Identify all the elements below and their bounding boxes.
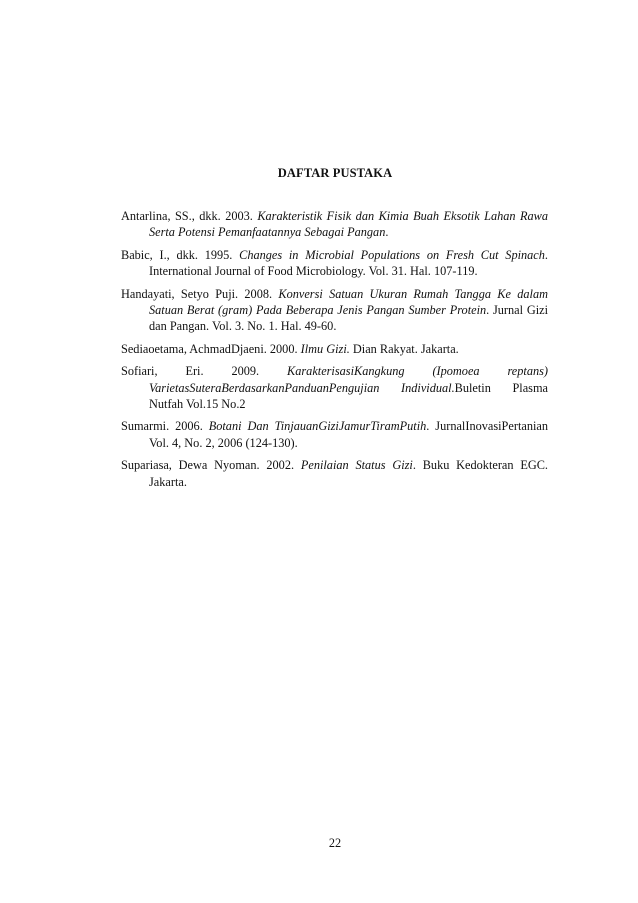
reference-title: Changes in Microbial Populations on Fresh Cut Spinach xyxy=(239,247,545,262)
reference-source: . Jurnal Gizi dan Pangan. Vol. 3. No. 1. Hal. 49-60. xyxy=(149,303,548,334)
page-number: 22 xyxy=(328,836,342,850)
page-title: DAFTAR PUSTAKA xyxy=(277,166,393,180)
reference-author-year: Sofiari, Eri. 2009. xyxy=(121,364,288,379)
reference-item xyxy=(121,341,548,357)
reference-source: . xyxy=(385,225,389,240)
reference-source: . Buku Kedokteran EGC. Jakarta. xyxy=(149,458,548,489)
reference-title: KarakterisasiKangkung (Ipomoea reptans) VarietasSuteraBerdasarkanPanduanPengujian Individual. xyxy=(149,364,548,395)
reference-title: Penilaian Status Gizi xyxy=(300,458,413,473)
reference-source: Buletin Plasma Nutfah Vol.15 No.2 xyxy=(149,380,548,412)
reference-author-year: Supariasa, Dewa Nyoman. 2002. xyxy=(121,458,301,473)
reference-title: Konversi Satuan Ukuran Rumah Tangga Ke dalam Satuan Berat (gram) Pada Beberapa Jenis Pangan Sumber Protein xyxy=(149,286,548,318)
reference-title: Ilmu Gizi. xyxy=(300,341,350,356)
reference-list xyxy=(121,208,548,496)
reference-source: . JurnalInovasiPertanian Vol. 4, No. 2, 2006 (124-130). xyxy=(149,419,548,450)
reference-item xyxy=(121,286,548,335)
reference-item xyxy=(121,247,548,280)
reference-source: . International Journal of Food Microbiology. Vol. 31. Hal. 107-119. xyxy=(149,247,548,279)
reference-item xyxy=(121,418,548,451)
reference-item xyxy=(121,208,548,241)
reference-item xyxy=(121,457,548,490)
reference-title: Karakteristik Fisik dan Kimia Buah Eksotik Lahan Rawa Serta Potensi Pemanfaatannya Sebagai Pangan xyxy=(149,209,549,240)
reference-source: Dian Rakyat. Jakarta. xyxy=(349,341,459,356)
reference-item xyxy=(121,363,548,412)
reference-author-year: Sediaoetama, AchmadDjaeni. 2000. xyxy=(121,341,301,356)
reference-author-year: Handayati, Setyo Puji. 2008. xyxy=(121,286,279,301)
reference-author-year: Antarlina, SS., dkk. 2003. xyxy=(121,209,258,223)
reference-author-year: Babic, I., dkk. 1995. xyxy=(121,247,240,262)
reference-author-year: Sumarmi. 2006. xyxy=(121,419,209,434)
reference-title: Botani Dan TinjauanGiziJamurTiramPutih xyxy=(208,419,427,434)
